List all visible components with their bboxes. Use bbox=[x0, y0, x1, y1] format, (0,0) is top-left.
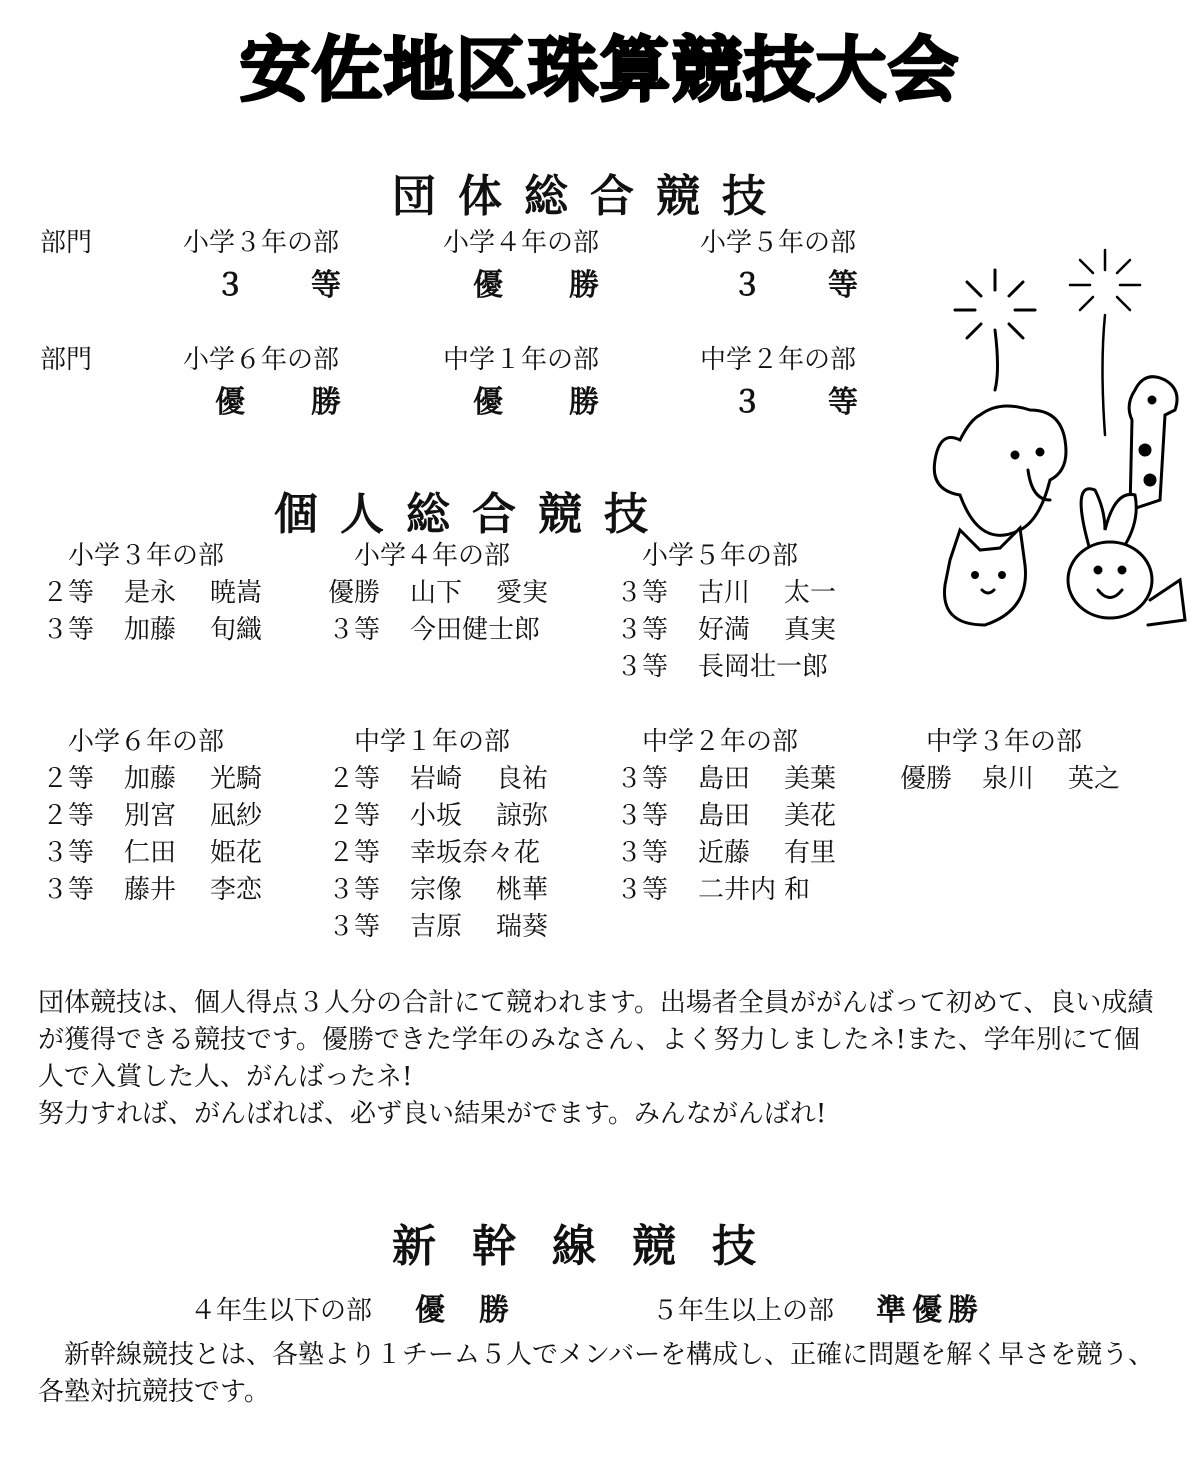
giraffe-icon bbox=[1129, 377, 1177, 510]
entry-rank: ２等 bbox=[328, 764, 381, 794]
individual-group bbox=[42, 724, 262, 909]
team-division: 小学３年の部 bbox=[183, 228, 340, 258]
entry-rank: ３等 bbox=[616, 652, 669, 682]
entry-last-name: 二井内 bbox=[698, 875, 777, 905]
entry-first-name: 美葉 bbox=[784, 764, 837, 794]
entry-row bbox=[616, 649, 836, 686]
entry-last-name: 幸坂奈々花 bbox=[410, 838, 541, 868]
shinkansen-description: 新幹線競技とは、各塾より１チーム５人でメンバーを構成し、正確に問題を解く早さを競う、各塾対抗競技です。 bbox=[38, 1340, 1155, 1407]
row-label: 部門 bbox=[40, 228, 93, 258]
entry-rank: 優勝 bbox=[328, 578, 381, 608]
individual-group bbox=[42, 538, 262, 649]
team-heading: 団体総合競技 bbox=[392, 171, 788, 222]
entry-rank: ３等 bbox=[616, 801, 669, 831]
team-result: ３ 等 bbox=[215, 268, 343, 303]
entry-row bbox=[328, 761, 548, 798]
entry-first-name: 光騎 bbox=[210, 764, 263, 794]
entry-rank: ３等 bbox=[616, 615, 669, 645]
entry-last-name: 藤井 bbox=[124, 875, 177, 905]
entry-first-name: 瑞葵 bbox=[496, 912, 549, 942]
entry-rank: ２等 bbox=[42, 578, 95, 608]
entry-rank: ２等 bbox=[328, 838, 381, 868]
entry-first-name: 真実 bbox=[784, 615, 837, 645]
entry-rank: ２等 bbox=[42, 764, 95, 794]
elephant-icon bbox=[934, 406, 1066, 535]
entry-row bbox=[328, 835, 548, 872]
team-result: 優 勝 bbox=[473, 268, 601, 303]
rabbit-icon bbox=[1068, 489, 1185, 625]
entry-row bbox=[616, 612, 836, 649]
entry-first-name: 有里 bbox=[784, 838, 837, 868]
group-division: 中学１年の部 bbox=[354, 727, 511, 757]
entry-last-name: 是永 bbox=[124, 578, 177, 608]
fireworks-icon bbox=[955, 250, 1140, 435]
shinkansen-heading: 新幹線競技 bbox=[392, 1221, 792, 1272]
page-title: 安佐地区珠算競技大会 bbox=[240, 29, 960, 111]
entry-row bbox=[616, 872, 836, 909]
entry-first-name: 凪紗 bbox=[210, 801, 263, 831]
group-division: 中学３年の部 bbox=[926, 727, 1083, 757]
entry-row bbox=[328, 872, 548, 909]
team-division: 小学５年の部 bbox=[700, 228, 857, 258]
team-division: 中学１年の部 bbox=[443, 345, 600, 375]
entry-row bbox=[616, 798, 836, 835]
entry-last-name: 泉川 bbox=[982, 764, 1035, 794]
entry-row bbox=[42, 798, 262, 835]
group-division: 小学３年の部 bbox=[68, 541, 225, 571]
team-division: 中学２年の部 bbox=[700, 345, 857, 375]
entry-first-name: 美花 bbox=[784, 801, 837, 831]
individual-group bbox=[616, 538, 836, 686]
shinkansen-division-2: ５年生以上の部 bbox=[652, 1296, 835, 1326]
group-division: 小学５年の部 bbox=[642, 541, 799, 571]
entry-first-name: 愛実 bbox=[496, 578, 549, 608]
group-division: 中学２年の部 bbox=[642, 727, 799, 757]
entry-first-name: 李恋 bbox=[210, 875, 263, 905]
entry-row bbox=[42, 761, 262, 798]
entry-last-name: 吉原 bbox=[410, 912, 463, 942]
shinkansen-result-2: 準優勝 bbox=[876, 1293, 984, 1328]
entry-first-name: 諒弥 bbox=[496, 801, 549, 831]
entry-rank: ３等 bbox=[616, 764, 669, 794]
entry-first-name: 良祐 bbox=[496, 764, 549, 794]
entry-row bbox=[616, 835, 836, 872]
entry-row bbox=[328, 612, 548, 649]
cat-icon bbox=[945, 528, 1026, 625]
entry-row bbox=[616, 761, 836, 798]
entry-rank: ３等 bbox=[42, 838, 95, 868]
message-text: 団体競技は、個人得点３人分の合計にて競われます。出場者全員ががんばって初めて、良い成績が獲得できる競技です。優勝できた学年のみなさん、よく努力しましたネ!また、学年別にて個人で入賞した人、がんばったネ! bbox=[38, 988, 1154, 1092]
entry-first-name: 旬織 bbox=[210, 615, 263, 645]
team-result: ３ 等 bbox=[732, 385, 860, 420]
entry-first-name: 桃華 bbox=[496, 875, 549, 905]
group-division: 小学６年の部 bbox=[68, 727, 225, 757]
entry-row bbox=[42, 835, 262, 872]
individual-group bbox=[900, 724, 1120, 798]
entry-rank: ３等 bbox=[42, 615, 95, 645]
entry-first-name: 姫花 bbox=[210, 838, 263, 868]
entry-row bbox=[900, 761, 1120, 798]
entry-last-name: 小坂 bbox=[410, 801, 463, 831]
individual-group bbox=[328, 724, 548, 946]
entry-row bbox=[328, 909, 548, 946]
entry-rank: ３等 bbox=[328, 615, 381, 645]
row-label: 部門 bbox=[40, 345, 93, 375]
entry-rank: ３等 bbox=[328, 875, 381, 905]
individual-heading: 個人総合競技 bbox=[274, 489, 670, 540]
entry-last-name: 長岡壮一郎 bbox=[698, 652, 829, 682]
team-result: ３ 等 bbox=[732, 268, 860, 303]
entry-rank: ３等 bbox=[42, 875, 95, 905]
entry-rank: ３等 bbox=[616, 578, 669, 608]
entry-row bbox=[42, 612, 262, 649]
individual-group bbox=[616, 724, 836, 909]
entry-first-name: 和 bbox=[784, 875, 811, 905]
entry-row bbox=[42, 872, 262, 909]
individual-group bbox=[328, 538, 548, 649]
shinkansen-division-1: ４年生以下の部 bbox=[190, 1296, 373, 1326]
team-division: 小学６年の部 bbox=[183, 345, 340, 375]
shinkansen-result-1: 優 勝 bbox=[415, 1293, 511, 1328]
entry-last-name: 仁田 bbox=[124, 838, 177, 868]
entry-rank: ３等 bbox=[616, 838, 669, 868]
entry-last-name: 島田 bbox=[698, 801, 751, 831]
team-result: 優 勝 bbox=[215, 385, 343, 420]
entry-rank: ２等 bbox=[42, 801, 95, 831]
entry-last-name: 好満 bbox=[698, 615, 751, 645]
animals-fireworks-illustration bbox=[920, 230, 1200, 650]
entry-last-name: 加藤 bbox=[124, 615, 177, 645]
entry-last-name: 宗像 bbox=[410, 875, 463, 905]
entry-row bbox=[42, 575, 262, 612]
entry-row bbox=[616, 575, 836, 612]
group-division: 小学４年の部 bbox=[354, 541, 511, 571]
entry-rank: 優勝 bbox=[900, 764, 953, 794]
entry-last-name: 古川 bbox=[698, 578, 751, 608]
entry-row bbox=[328, 575, 548, 612]
entry-first-name: 英之 bbox=[1068, 764, 1121, 794]
entry-last-name: 近藤 bbox=[698, 838, 751, 868]
entry-rank: ３等 bbox=[328, 912, 381, 942]
entry-last-name: 島田 bbox=[698, 764, 751, 794]
team-result: 優 勝 bbox=[473, 385, 601, 420]
entry-first-name: 太一 bbox=[784, 578, 837, 608]
entry-rank: ２等 bbox=[328, 801, 381, 831]
message-paragraph bbox=[38, 985, 1158, 1133]
entry-last-name: 今田健士郎 bbox=[410, 615, 541, 645]
entry-last-name: 加藤 bbox=[124, 764, 177, 794]
message-text-2: 努力すれば、がんばれば、必ず良い結果がでます。みんながんばれ! bbox=[38, 1099, 827, 1129]
entry-last-name: 別宮 bbox=[124, 801, 177, 831]
entry-last-name: 山下 bbox=[410, 578, 463, 608]
team-division: 小学４年の部 bbox=[443, 228, 600, 258]
entry-row bbox=[328, 798, 548, 835]
entry-first-name: 暁嵩 bbox=[210, 578, 263, 608]
entry-rank: ３等 bbox=[616, 875, 669, 905]
entry-last-name: 岩崎 bbox=[410, 764, 463, 794]
